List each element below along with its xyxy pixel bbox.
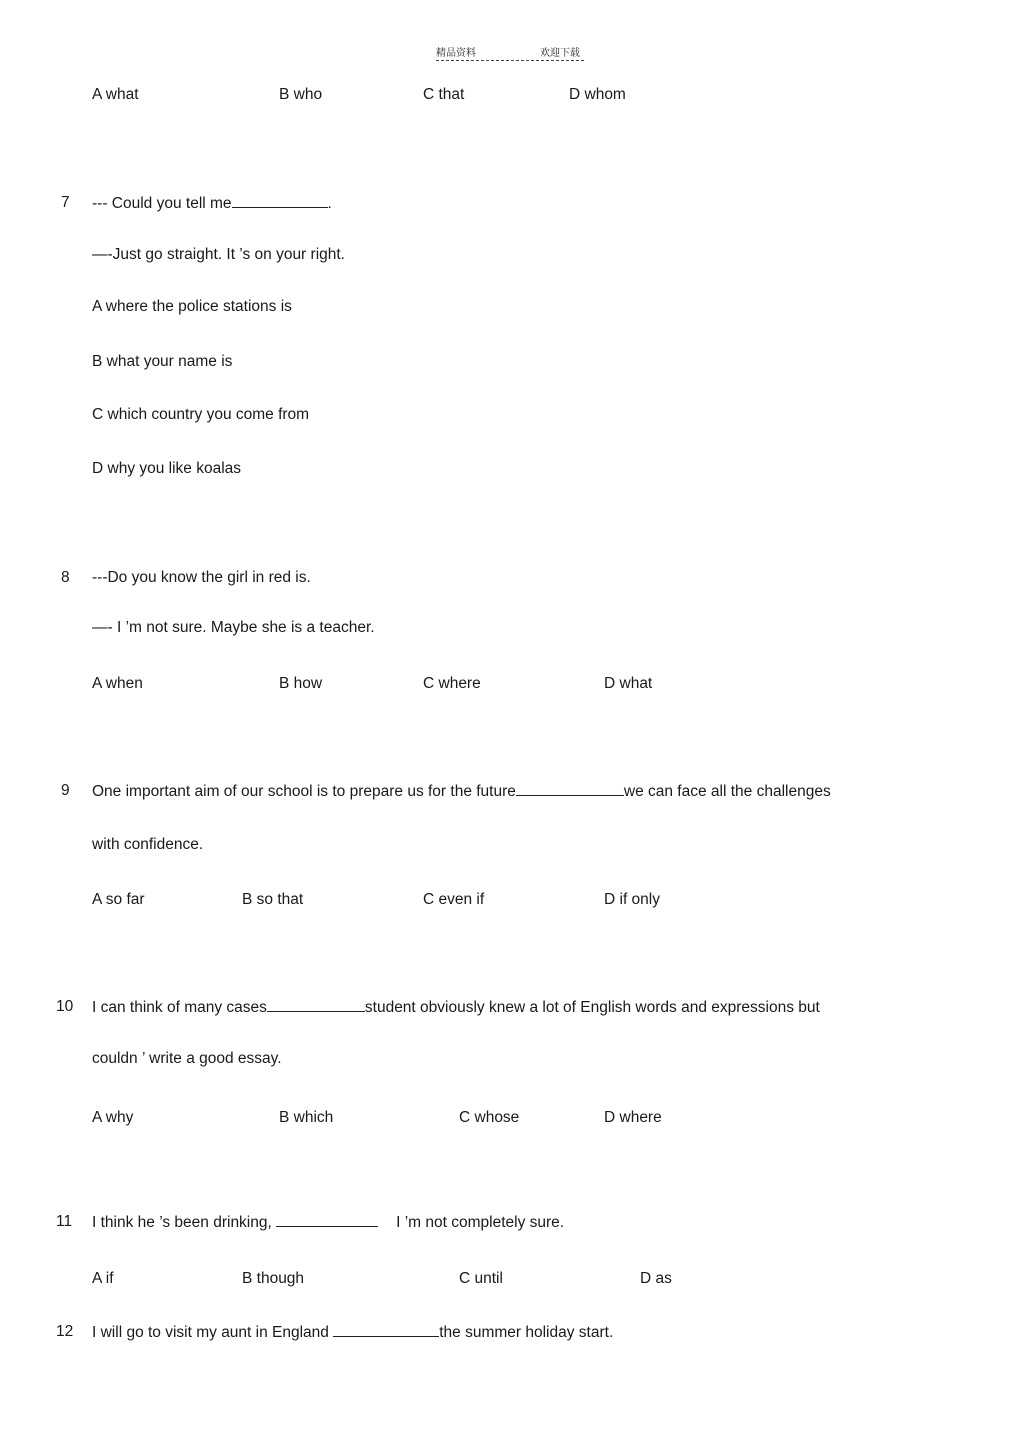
option-b: B though bbox=[242, 1270, 305, 1287]
question-stem-continued: couldn ’ write a good essay. bbox=[92, 1050, 282, 1067]
question-stem-continued: with confidence. bbox=[92, 836, 204, 853]
stem-text-end: student obviously knew a lot of English words and expressions but bbox=[364, 999, 820, 1016]
stem-text: One important aim of our school is to prepare us for the future bbox=[92, 783, 516, 800]
answer-blank bbox=[276, 1213, 378, 1227]
option-c: C whose bbox=[459, 1109, 520, 1126]
option-d: D why you like koalas bbox=[92, 460, 242, 477]
option-b: B how bbox=[279, 675, 323, 692]
option-c: C until bbox=[459, 1270, 503, 1287]
option-a: A if bbox=[92, 1270, 114, 1287]
option-a: A where the police stations is bbox=[92, 298, 292, 315]
option-c: C where bbox=[423, 675, 481, 692]
option-a: A why bbox=[92, 1109, 134, 1126]
option-c: C even if bbox=[423, 891, 485, 908]
answer-blank bbox=[333, 1323, 439, 1337]
question-number: 8 bbox=[61, 569, 70, 586]
option-c: C which country you come from bbox=[92, 406, 310, 423]
question-number: 7 bbox=[61, 194, 70, 211]
stem-text: --- Could you tell me bbox=[92, 195, 232, 212]
stem-text: I will go to visit my aunt in England bbox=[92, 1324, 334, 1341]
option-b: B so that bbox=[242, 891, 304, 908]
dialogue-response: —- I ’m not sure. Maybe she is a teacher. bbox=[92, 619, 375, 636]
option-a: A what bbox=[92, 86, 139, 103]
option-c: C that bbox=[423, 86, 465, 103]
question-number: 9 bbox=[61, 782, 70, 799]
stem-text-end: I ’m not completely sure. bbox=[396, 1214, 565, 1231]
dialogue-response: —-Just go straight. It ’s on your right. bbox=[92, 246, 345, 263]
stem-text-end: . bbox=[327, 195, 332, 212]
option-b: B what your name is bbox=[92, 353, 233, 370]
option-d: D what bbox=[604, 675, 653, 692]
question-stem bbox=[92, 998, 820, 1017]
option-d: D whom bbox=[569, 86, 626, 103]
question-number: 11 bbox=[56, 1213, 73, 1230]
question-stem: ---Do you know the girl in red is. bbox=[92, 569, 311, 586]
answer-blank bbox=[232, 194, 328, 208]
option-a: A so far bbox=[92, 891, 145, 908]
question-number: 10 bbox=[56, 998, 74, 1015]
stem-text: I can think of many cases bbox=[92, 999, 267, 1016]
option-d: D as bbox=[640, 1270, 672, 1287]
question-stem bbox=[92, 194, 332, 213]
option-d: D if only bbox=[604, 891, 660, 908]
question-number: 12 bbox=[56, 1323, 74, 1340]
answer-blank bbox=[516, 782, 624, 796]
question-stem bbox=[92, 782, 831, 801]
stem-text-end: the summer holiday start. bbox=[439, 1324, 614, 1341]
stem-text-end: we can face all the challenges bbox=[623, 783, 831, 800]
answer-blank bbox=[267, 998, 365, 1012]
header-right-text: 欢迎下载 bbox=[540, 48, 580, 59]
header-left-text: 精品资料 bbox=[436, 48, 476, 59]
option-a: A when bbox=[92, 675, 143, 692]
option-b: B which bbox=[279, 1109, 334, 1126]
stem-text: I think he ’s been drinking, bbox=[92, 1214, 277, 1231]
option-b: B who bbox=[279, 86, 323, 103]
page-header bbox=[436, 44, 584, 61]
question-stem bbox=[92, 1323, 613, 1342]
option-d: D where bbox=[604, 1109, 662, 1126]
question-stem bbox=[92, 1213, 564, 1232]
